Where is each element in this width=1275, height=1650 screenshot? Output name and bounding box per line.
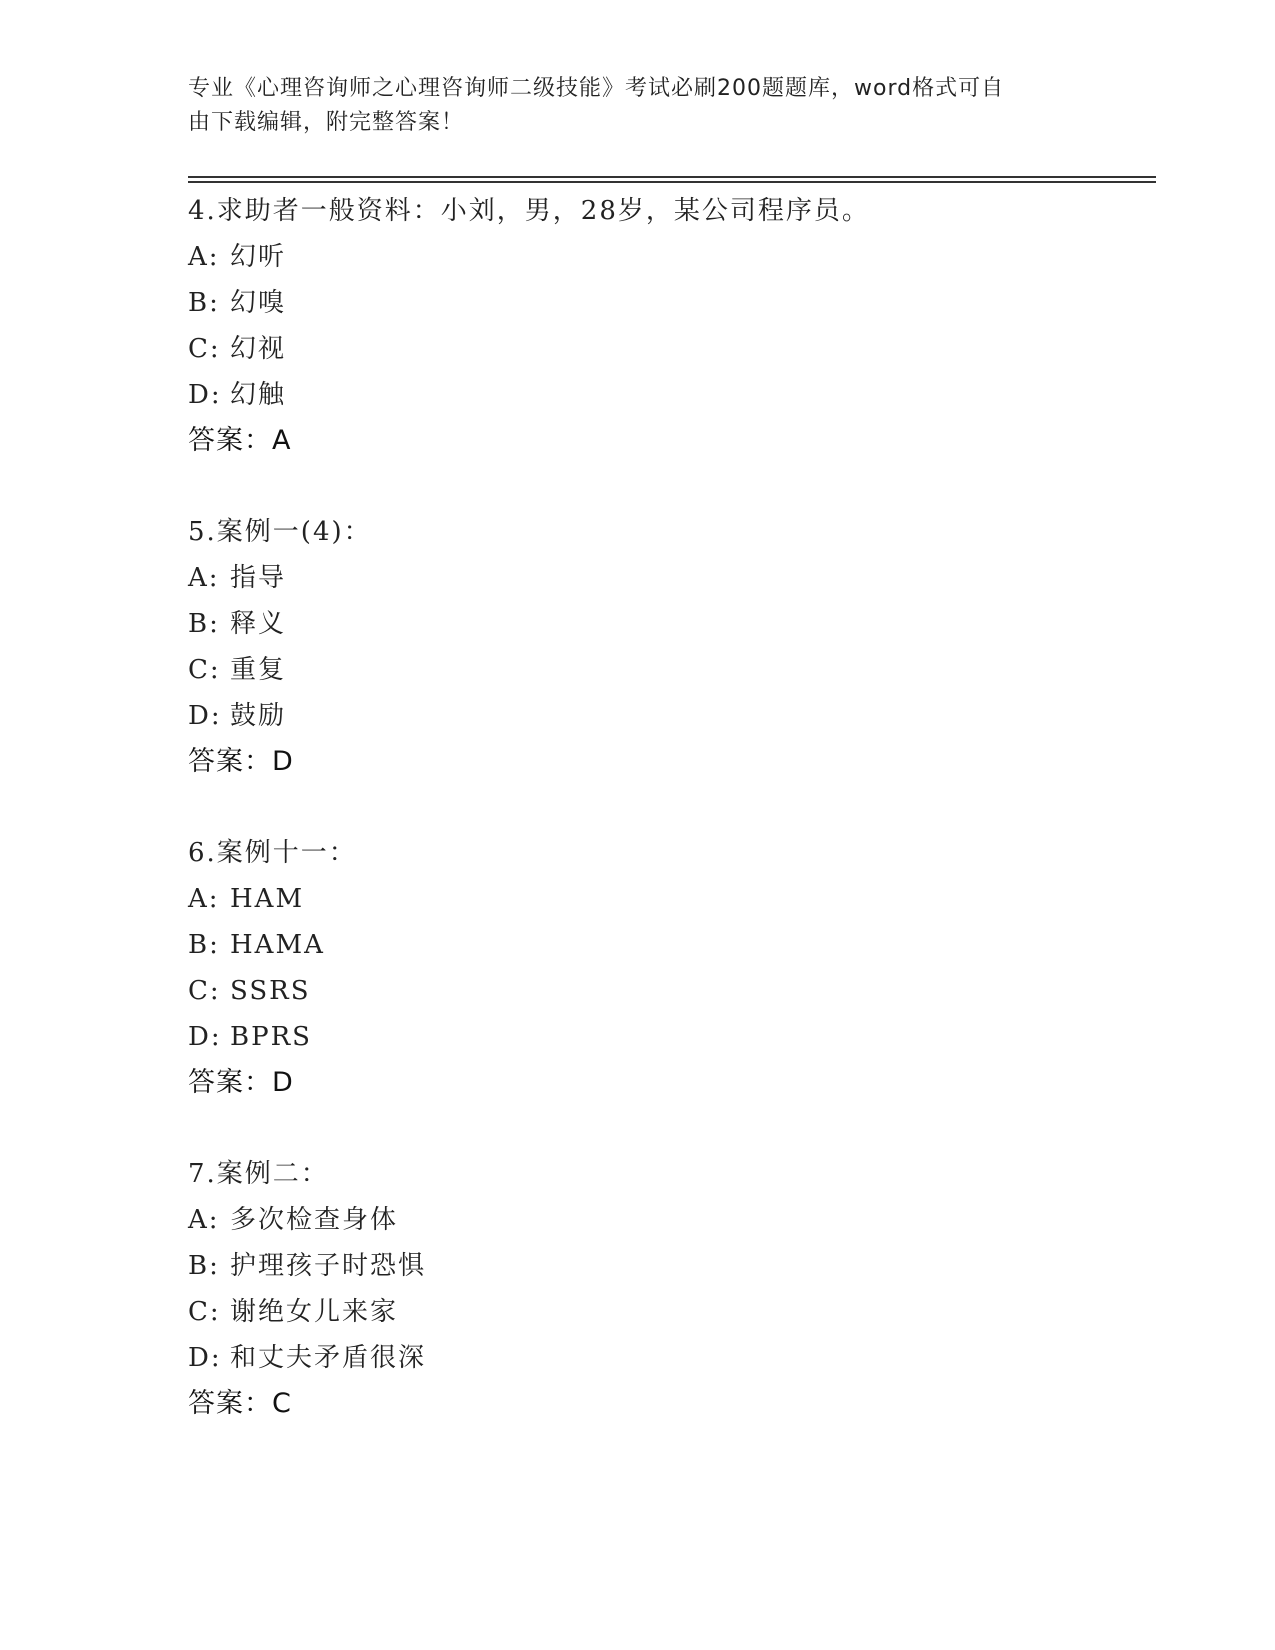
- option-a: [188, 876, 1148, 922]
- question-stem: 7.案例二：: [188, 1159, 329, 1189]
- question-stem: 6.案例十一：: [188, 838, 357, 868]
- option-letter: D:: [188, 1343, 222, 1373]
- option-a: [188, 555, 1148, 601]
- option-text: 重复: [230, 655, 287, 685]
- question-7: [188, 1151, 1148, 1427]
- option-text: 和丈夫矛盾很深: [230, 1343, 427, 1373]
- option-letter: A:: [188, 563, 220, 593]
- option-d: [188, 693, 1148, 739]
- option-d: [188, 1014, 1148, 1060]
- question-stem: 5.案例一(4)：: [188, 517, 372, 547]
- option-letter: D:: [188, 701, 222, 731]
- option-c: [188, 968, 1148, 1014]
- option-letter: A:: [188, 242, 220, 272]
- option-text: 幻嗅: [230, 288, 287, 318]
- question-list: [188, 188, 1148, 1472]
- header-rule-top: [188, 176, 1156, 178]
- answer-line: 答案：D: [188, 746, 294, 777]
- option-letter: C:: [188, 655, 221, 685]
- option-c: [188, 647, 1148, 693]
- answer-line: 答案：C: [188, 1388, 292, 1419]
- option-letter: D:: [188, 1022, 222, 1052]
- option-text: 幻听: [230, 242, 287, 272]
- question-6: [188, 830, 1148, 1106]
- option-letter: B:: [188, 288, 220, 318]
- option-letter: B:: [188, 930, 220, 960]
- option-text: SSRS: [230, 976, 311, 1006]
- option-d: [188, 372, 1148, 418]
- option-b: [188, 922, 1148, 968]
- option-letter: A:: [188, 884, 220, 914]
- question-5: [188, 509, 1148, 785]
- option-c: [188, 326, 1148, 372]
- option-text: 释义: [230, 609, 287, 639]
- option-a: [188, 1197, 1148, 1243]
- option-text: BPRS: [230, 1022, 312, 1052]
- header-line-2: 由下载编辑，附完整答案！: [188, 110, 465, 135]
- option-text: 指导: [230, 563, 287, 593]
- option-text: 幻视: [230, 334, 287, 364]
- option-c: [188, 1289, 1148, 1335]
- option-b: [188, 601, 1148, 647]
- option-text: 多次检查身体: [230, 1205, 399, 1235]
- answer-line: 答案：D: [188, 1067, 294, 1098]
- option-letter: D:: [188, 380, 222, 410]
- question-stem: 4.求助者一般资料：小刘，男，28岁，某公司程序员。: [188, 196, 870, 226]
- option-d: [188, 1335, 1148, 1381]
- option-a: [188, 234, 1148, 280]
- document-header: [188, 72, 1068, 140]
- header-line-1: 专业《心理咨询师之心理咨询师二级技能》考试必刷200题题库，word格式可自: [188, 76, 1005, 101]
- header-rule-bottom: [188, 181, 1156, 183]
- option-letter: A:: [188, 1205, 220, 1235]
- option-b: [188, 280, 1148, 326]
- option-text: 鼓励: [230, 701, 287, 731]
- option-text: 谢绝女儿来家: [230, 1297, 399, 1327]
- option-letter: B:: [188, 1251, 220, 1281]
- option-text: HAMA: [230, 930, 325, 960]
- option-b: [188, 1243, 1148, 1289]
- option-letter: C:: [188, 976, 221, 1006]
- option-text: 幻触: [230, 380, 287, 410]
- option-letter: C:: [188, 1297, 221, 1327]
- option-text: HAM: [230, 884, 305, 914]
- option-text: 护理孩子时恐惧: [230, 1251, 427, 1281]
- option-letter: C:: [188, 334, 221, 364]
- option-letter: B:: [188, 609, 220, 639]
- answer-line: 答案：A: [188, 425, 292, 456]
- question-4: [188, 188, 1148, 464]
